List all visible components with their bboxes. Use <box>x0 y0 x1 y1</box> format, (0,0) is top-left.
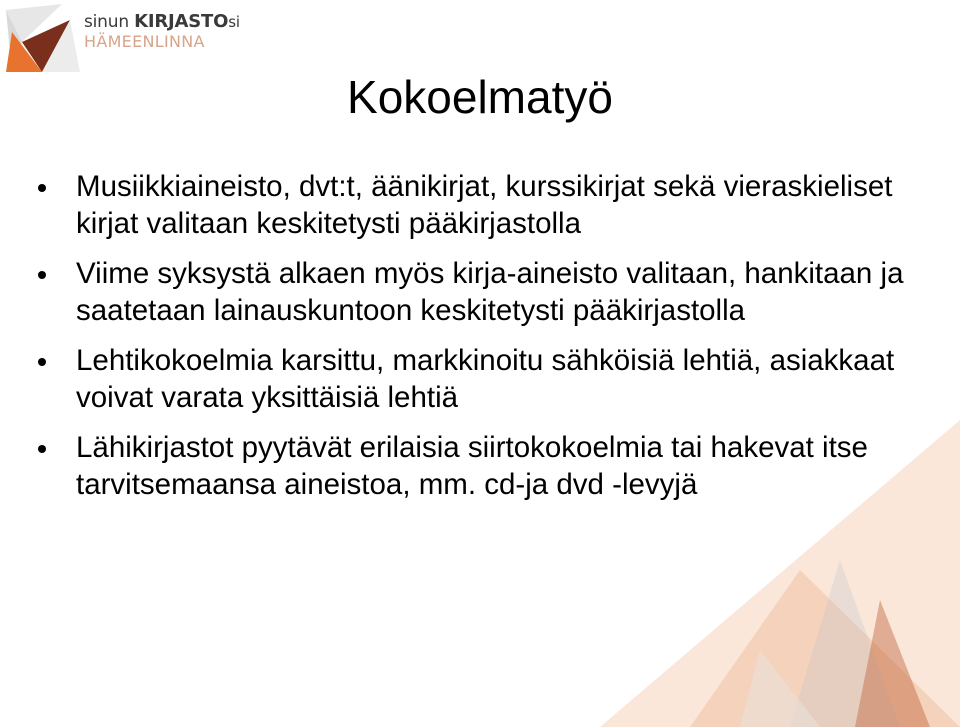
bullet-list <box>36 169 926 517</box>
library-logo <box>2 2 242 78</box>
bullet-text: Viime syksystä alkaen myös kirja-aineisto valitaan, hankitaan ja saatetaan lainauskuntoon keskitetysti pääkirjastolla <box>76 257 904 327</box>
slide-title: Kokoelmatyö <box>347 71 613 123</box>
logo-text <box>84 12 244 52</box>
bullet-item <box>36 343 926 416</box>
logo-city: HÄMEENLINNA <box>84 32 205 51</box>
logo-brand-line <box>84 12 244 32</box>
logo-main: KIRJASTO <box>134 11 229 32</box>
bullet-item <box>36 169 926 242</box>
bullet-text: Lähikirjastot pyytävät erilaisia siirtokokoelmia tai hakevat itse tarvitsemaansa aineistoa, mm. cd-ja dvd -levyjä <box>76 431 868 501</box>
bullet-item <box>36 430 926 503</box>
bullet-marker <box>38 271 46 279</box>
bullet-marker <box>38 445 46 453</box>
bullet-marker <box>38 358 46 366</box>
bullet-text: Musiikkiaineisto, dvt:t, äänikirjat, kurssikirjat sekä vieraskieliset kirjat valitaan keskitetysti pääkirjastolla <box>76 170 893 240</box>
logo-suffix: si <box>228 13 240 31</box>
bullet-text: Lehtikokoelmia karsittu, markkinoitu sähköisiä lehtiä, asiakkaat voivat varata yksittäisiä lehtiä <box>76 344 895 414</box>
logo-prefix: sinun <box>84 12 129 32</box>
library-logo-icon <box>2 2 84 78</box>
bullet-item <box>36 256 926 329</box>
bullet-marker <box>38 184 46 192</box>
